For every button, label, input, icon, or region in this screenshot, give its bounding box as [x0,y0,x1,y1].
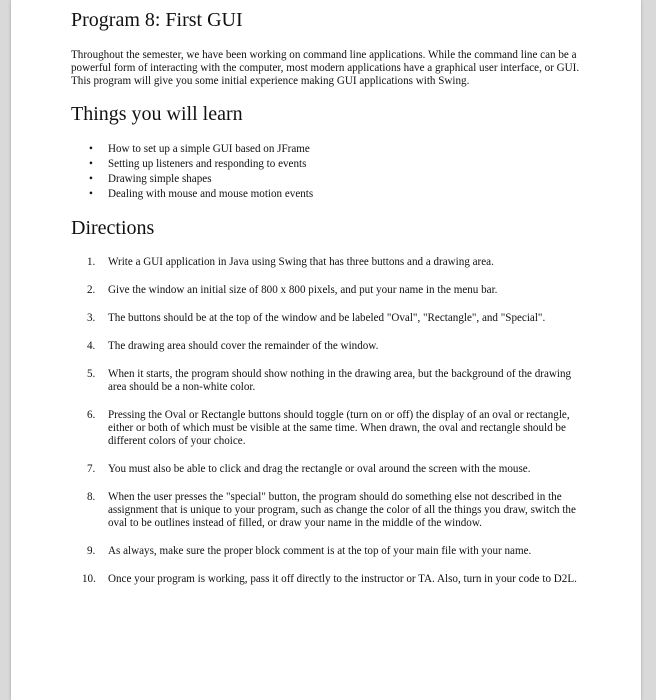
direction-text: When the user presses the "special" button, the program should do something else not described in the assignment that is unique to your program, such as change the color of all the things you draw, switch the oval to be outlines instead of filled, or draw your name in the middle of the window. [108,491,576,529]
direction-number: 2. [87,284,96,296]
direction-number: 10. [82,573,96,585]
learn-item [71,172,587,187]
direction-text: You must also be able to click and drag the rectangle or oval around the screen with the mouse. [108,463,531,475]
direction-item [71,573,587,586]
learn-item [71,157,587,172]
direction-number: 5. [87,368,96,380]
direction-text: When it starts, the program should show nothing in the drawing area, but the background of the drawing area should be a non-white color. [108,368,572,393]
direction-text: The buttons should be at the top of the window and be labeled "Oval", "Rectangle", and "Special". [108,312,546,324]
direction-text: Pressing the Oval or Rectangle buttons should toggle (turn on or off) the display of an oval or rectangle, either or both of which must be visible at the same time. When drawn, the oval and rectangle should be different colors of your choice. [108,409,570,447]
direction-item [71,340,587,353]
direction-number: 8. [87,491,96,503]
directions-list [71,256,587,586]
direction-item [71,368,587,394]
direction-item [71,284,587,297]
document-page [11,0,641,700]
directions-heading: Directions [71,217,155,239]
document-content [71,8,587,601]
learn-item-text: Dealing with mouse and mouse motion events [108,188,314,200]
direction-text: The drawing area should cover the remainder of the window. [108,340,379,352]
direction-text: Write a GUI application in Java using Swing that has three buttons and a drawing area. [108,256,494,268]
direction-item [71,463,587,476]
direction-text: As always, make sure the proper block comment is at the top of your main file with your name. [108,545,532,557]
learn-item-text: How to set up a simple GUI based on JFrame [108,143,310,155]
direction-number: 9. [87,545,96,557]
direction-item [71,545,587,558]
direction-item [71,409,587,448]
direction-number: 1. [87,256,96,268]
direction-item [71,256,587,269]
direction-number: 3. [87,312,96,324]
learn-list [71,142,587,202]
page-title: Program 8: First GUI [71,9,243,31]
intro-paragraph: Throughout the semester, we have been working on command line applications. While the command line can be a powerful form of interacting with the computer, most modern applications have a graphical user interface, or GUI. This program will give you some initial experience making GUI applications with Swing. [71,49,580,87]
learn-item-text: Setting up listeners and responding to events [108,158,307,170]
direction-number: 6. [87,409,96,421]
learn-item [71,142,587,157]
direction-number: 7. [87,463,96,475]
learn-item-text: Drawing simple shapes [108,173,212,185]
direction-item [71,491,587,530]
direction-text: Give the window an initial size of 800 x 800 pixels, and put your name in the menu bar. [108,284,498,296]
direction-text: Once your program is working, pass it off directly to the instructor or TA. Also, turn in your code to D2L. [108,573,577,585]
bullet-icon: • [89,188,93,200]
direction-number: 4. [87,340,96,352]
bullet-icon: • [89,143,93,155]
learn-heading: Things you will learn [71,103,243,125]
bullet-icon: • [89,158,93,170]
bullet-icon: • [89,173,93,185]
learn-item [71,187,587,202]
direction-item [71,312,587,325]
